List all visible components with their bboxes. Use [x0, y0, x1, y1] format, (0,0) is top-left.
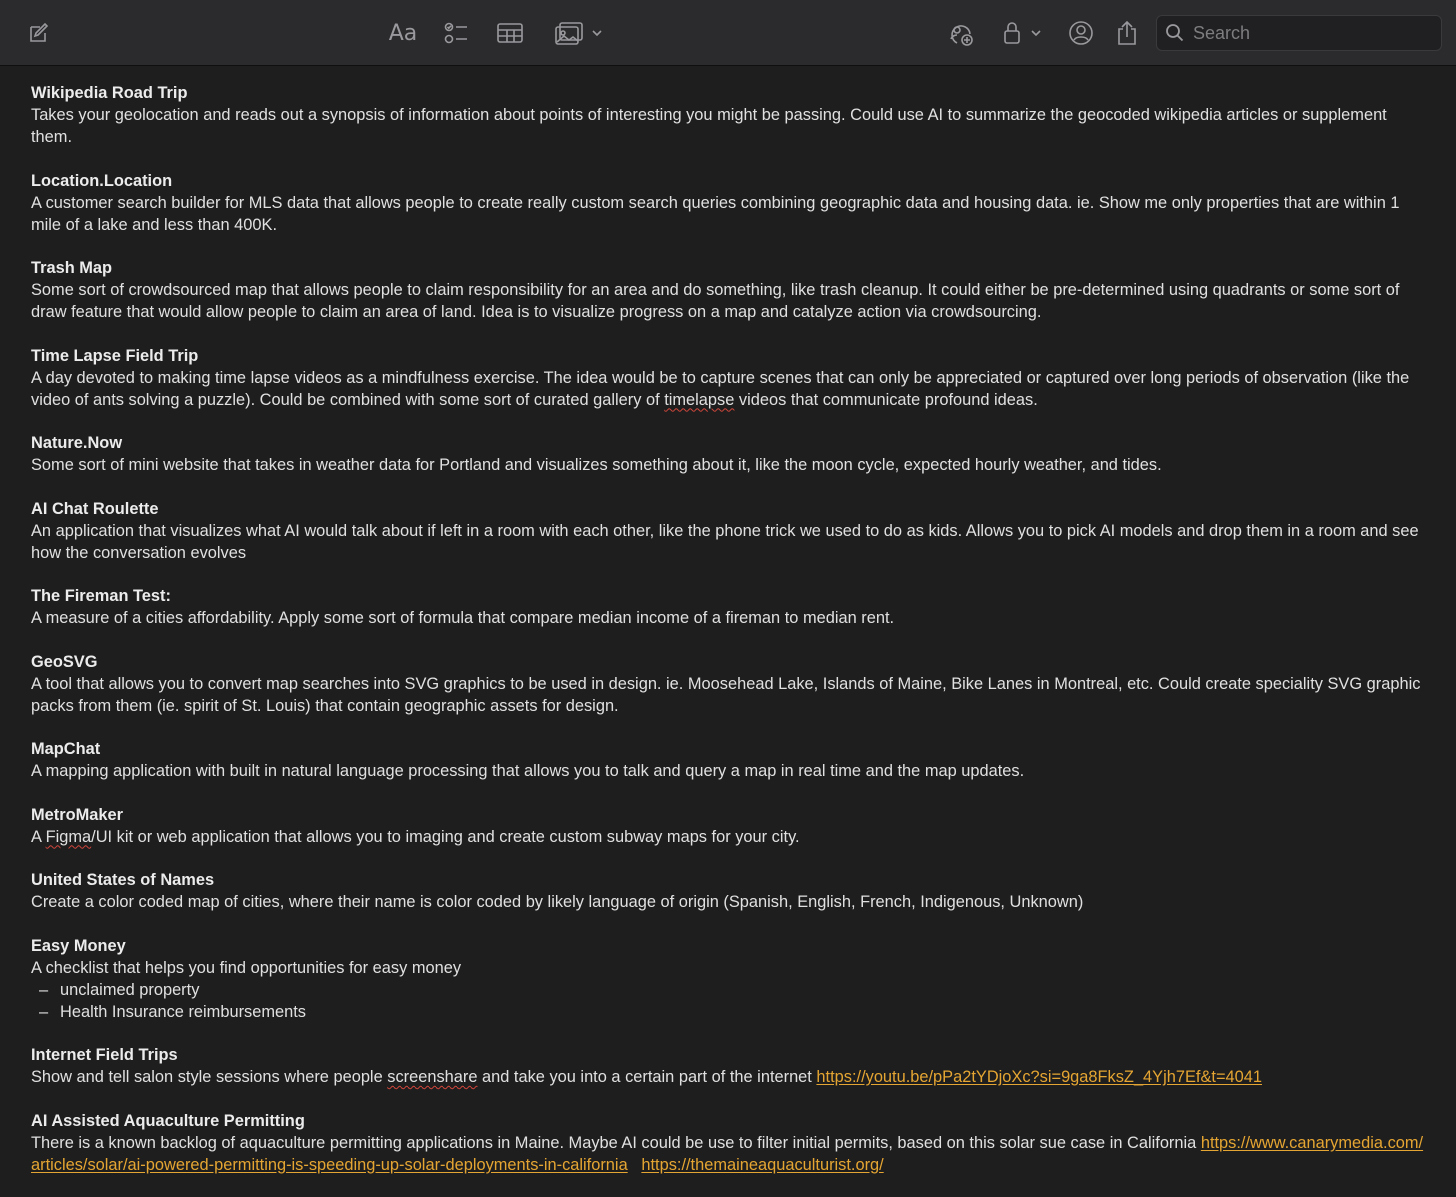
misspelled-word[interactable]: Figma	[45, 827, 92, 846]
note-entry	[31, 738, 1431, 782]
compose-icon[interactable]	[24, 14, 54, 52]
note-entry	[31, 498, 1431, 564]
note-description: An application that visualizes what AI would talk about if left in a room with each other, like the phone trick we used to do as kids. Allows you to pick AI models and drop them in a room and see how the conversation evolves	[31, 521, 1419, 562]
note-entry	[31, 1044, 1431, 1088]
note-entry	[31, 1110, 1431, 1176]
canarymedia-link[interactable]: https://www.canarymedia.com/articles/solar/ai-powered-permitting-is-speeding-up-solar-deployments-in-california	[31, 1133, 1424, 1174]
checklist-icon[interactable]	[441, 14, 471, 52]
youtube-link[interactable]: https://youtu.be/pPa2tYDjoXc?si=9ga8FksZ_4Yjh7Ef&t=4041	[816, 1068, 1262, 1086]
note-description: A mapping application with built in natural language processing that allows you to talk and query a map in real time and the map updates.	[31, 762, 1025, 780]
note-description	[31, 1066, 1431, 1088]
chevron-down-icon[interactable]	[1027, 14, 1045, 52]
table-icon[interactable]	[495, 14, 525, 52]
note-title: Easy Money	[31, 936, 126, 955]
note-description	[31, 826, 1431, 848]
format-text-icon[interactable]: Aa	[388, 20, 418, 46]
bullet-dash: –	[39, 1002, 49, 1021]
note-description: A customer search builder for MLS data that allows people to create really custom search queries combining geographic data and housing data. ie. Show me only properties that are within 1 mile of a lake and less than 400K.	[31, 193, 1400, 234]
note-description	[31, 1132, 1431, 1176]
note-entry	[31, 170, 1431, 236]
note-description: Takes your geolocation and reads out a synopsis of information about points of interesting you might be passing. Could use AI to summarize the geocoded wikipedia articles or supplement them.	[31, 106, 1387, 146]
note-description: Create a color coded map of cities, where their name is color coded by likely language of origin (Spanish, English, French, Indigenous, Unknown)	[31, 893, 1084, 911]
text-segment: A	[31, 827, 46, 846]
lock-icon[interactable]	[1000, 14, 1024, 52]
note-entry	[31, 869, 1431, 913]
note-title: Time Lapse Field Trip	[31, 346, 199, 365]
note-description: Some sort of crowdsourced map that allows people to claim responsibility for an area and do something, like trash cleanup. It could either be pre-determined using quadrants or some sort of draw feature that would allow people to claim an area of land. Idea is to visualize progress on a map and catalyze action via crowdsourcing.	[31, 281, 1400, 321]
note-entry	[31, 345, 1431, 411]
note-title: The Fireman Test:	[31, 587, 171, 605]
note-description: Some sort of mini website that takes in weather data for Portland and visualizes something about it, like the moon cycle, expected hourly weather, and tides.	[31, 456, 1162, 474]
note-body[interactable]	[31, 82, 1431, 1197]
text-segment: Show and tell salon style sessions where people	[31, 1068, 388, 1086]
note-title: United States of Names	[31, 871, 215, 889]
list-item	[31, 979, 1431, 1001]
note-entry	[31, 935, 1431, 1023]
text-segment: There is a known backlog of aquaculture permitting applications in Maine. Maybe AI could be use to filter initial permits, based on this solar sue case in California	[31, 1133, 1201, 1152]
list-item	[31, 1001, 1431, 1023]
search-input[interactable]	[1191, 22, 1435, 45]
note-description	[31, 367, 1431, 411]
bullet-dash: –	[39, 980, 49, 999]
note-entry	[31, 257, 1431, 323]
note-title: MetroMaker	[31, 805, 123, 824]
note-title: Internet Field Trips	[31, 1046, 178, 1064]
misspelled-word[interactable]: timelapse	[664, 390, 735, 409]
share-person-icon[interactable]	[1065, 14, 1097, 52]
note-entry	[31, 804, 1431, 848]
note-title: Location.Location	[31, 171, 173, 190]
list-item-text: unclaimed property	[60, 980, 200, 999]
toolbar	[0, 0, 1456, 66]
text-segment: A day devoted to making time lapse videos as a mindfulness exercise. The idea would be to capture scenes that can only be appreciated or captured over long periods of observation (like the video of ants solving a puzzle). Could be combined with some sort of curated gallery of	[31, 368, 1410, 409]
search-icon	[1165, 23, 1185, 43]
note-title: Wikipedia Road Trip	[31, 84, 188, 102]
note-entry	[31, 432, 1431, 476]
note-title: GeoSVG	[31, 652, 98, 671]
collaborate-icon[interactable]	[944, 14, 976, 52]
note-description: A checklist that helps you find opportunities for easy money	[31, 958, 462, 977]
note-entry	[31, 82, 1431, 148]
note-title: Trash Map	[31, 259, 113, 277]
text-segment: videos that communicate profound ideas.	[734, 390, 1038, 409]
list-item-text: Health Insurance reimbursements	[60, 1002, 306, 1021]
note-entry	[31, 585, 1431, 629]
media-icon[interactable]	[553, 14, 585, 52]
note-title: Nature.Now	[31, 434, 123, 452]
note-entry	[31, 651, 1431, 717]
note-description: A measure of a cities affordability. Apply some sort of formula that compare median income of a fireman to median rent.	[31, 609, 895, 627]
text-segment: and take you into a certain part of the internet	[477, 1068, 817, 1086]
misspelled-word[interactable]: screenshare	[387, 1068, 478, 1086]
search-field[interactable]	[1156, 15, 1442, 51]
maine-aquaculturist-link[interactable]: https://themaineaquaculturist.org/	[641, 1155, 884, 1174]
note-title: AI Assisted Aquaculture Permitting	[31, 1111, 305, 1130]
note-title: AI Chat Roulette	[31, 499, 159, 518]
note-description: A tool that allows you to convert map searches into SVG graphics to be used in design. ie. Moosehead Lake, Islands of Maine, Bike Lanes in Montreal, etc. Could create speciality SVG graphic packs from them (ie. spirit of St. Louis) that contain geographic assets for design.	[31, 674, 1421, 715]
chevron-down-icon[interactable]	[588, 14, 606, 52]
share-icon[interactable]	[1113, 14, 1141, 52]
note-title: MapChat	[31, 740, 101, 758]
text-segment: /UI kit or web application that allows you to imaging and create custom subway maps for your city.	[91, 827, 800, 846]
